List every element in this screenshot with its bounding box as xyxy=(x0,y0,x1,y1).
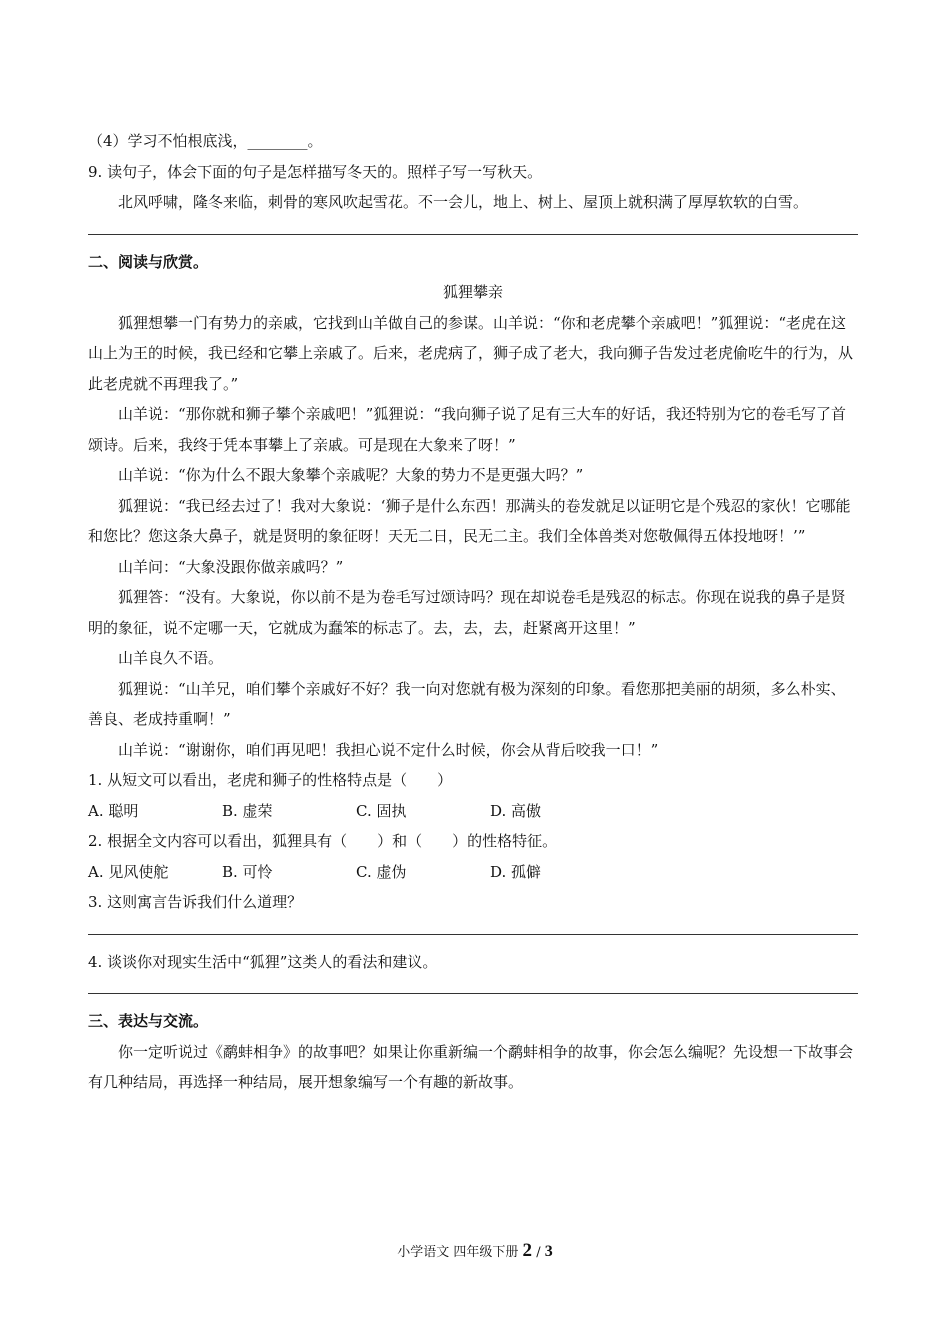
footer-label: 小学语文 四年级下册 xyxy=(397,1245,519,1260)
page-footer xyxy=(0,1240,950,1262)
option-a[interactable]: A. 见风使舵 xyxy=(88,862,169,881)
reading-question-4: 4. 谈谈你对现实生活中“狐狸”这类人的看法和建议。 xyxy=(88,952,438,971)
answer-line[interactable] xyxy=(88,934,858,935)
story-paragraph: 山羊说：“那你就和狮子攀个亲戚吧！”狐狸说：“我向狮子说了足有三大车的好话，我还特别为它的卷毛写了首颂诗。后来，我终于凭本事攀上了亲戚。可是现在大象来了呀！” xyxy=(88,405,847,454)
question-4-fill: （4）学习不怕根底浅，________。 xyxy=(88,132,323,150)
story-paragraph: 狐狸说：“我已经去过了！我对大象说：‘狮子是什么东西！那满头的卷发就足以证明它是个残忍的家伙！它哪能和您比？您这条大鼻子，就是贤明的象征呀！天无二日，民无二主。我们全体兽类对您敬佩得五体投地呀！’” xyxy=(88,496,851,545)
story-title: 狐狸攀亲 xyxy=(442,283,503,301)
story-paragraph: 狐狸想攀一门有势力的亲戚，它找到山羊做自己的参谋。山羊说：“你和老虎攀个亲戚吧！”狐狸说：“老虎在这山上为王的时候，我已经和它攀上亲戚了。后来，老虎病了，狮子成了老大，我向狮子告发过老虎偷吃牛的行为，从此老虎就不再理我了。” xyxy=(88,313,854,393)
page-separator: / xyxy=(536,1245,541,1260)
story-paragraph: 狐狸说：“山羊兄，咱们攀个亲戚好不好？我一向对您就有极为深刻的印象。看您那把美丽的胡须，多么朴实、善良、老成持重啊！” xyxy=(88,679,846,728)
option-a[interactable]: A. 聪明 xyxy=(88,801,139,820)
worksheet-page xyxy=(88,126,858,1098)
option-b[interactable]: B. 虚荣 xyxy=(222,801,273,820)
question-2-options xyxy=(88,857,858,888)
page-number: 2 xyxy=(522,1240,533,1261)
page-total: 3 xyxy=(544,1243,553,1260)
option-c[interactable]: C. 虚伪 xyxy=(356,862,407,881)
example-sentence: 北风呼啸，隆冬来临，刺骨的寒风吹起雪花。不一会儿，地上、树上、屋顶上就积满了厚厚软软的白雪。 xyxy=(118,193,809,211)
question-9: 9. 读句子，体会下面的句子是怎样描写冬天的。照样子写一写秋天。 xyxy=(88,162,543,181)
writing-prompt: 你一定听说过《鹬蚌相争》的故事吧？如果让你重新编一个鹬蚌相争的故事，你会怎么编呢？先设想一下故事会有几种结局，再选择一种结局，展开想象编写一个有趣的新故事。 xyxy=(88,1042,854,1091)
story-paragraph: 山羊良久不语。 xyxy=(118,649,224,667)
option-b[interactable]: B. 可怜 xyxy=(222,862,273,881)
answer-line[interactable] xyxy=(88,993,858,994)
reading-question-1: 1. 从短文可以看出，老虎和狮子的性格特点是（ ） xyxy=(88,771,453,789)
story-paragraph: 山羊说：“谢谢你，咱们再见吧！我担心说不定什么时候，你会从背后咬我一口！” xyxy=(118,740,659,759)
option-d[interactable]: D. 孤僻 xyxy=(490,862,542,881)
story-paragraph: 山羊说：“你为什么不跟大象攀个亲戚呢？大象的势力不是更强大吗？” xyxy=(118,466,584,484)
option-c[interactable]: C. 固执 xyxy=(356,801,407,820)
story-paragraph: 山羊问：“大象没跟你做亲戚吗？” xyxy=(118,557,344,576)
section-heading-reading: 二、阅读与欣赏。 xyxy=(88,252,209,271)
option-d[interactable]: D. 高傲 xyxy=(490,801,542,820)
story-paragraph: 狐狸答：“没有。大象说，你以前不是为卷毛写过颂诗吗？现在却说卷毛是残忍的标志。你现在说我的鼻子是贤明的象征，说不定哪一天，它就成为蠢笨的标志了。去，去，去，赶紧离开这里！” xyxy=(88,588,846,637)
reading-question-3: 3. 这则寓言告诉我们什么道理？ xyxy=(88,893,303,911)
answer-line[interactable] xyxy=(88,234,858,235)
section-heading-expression: 三、表达与交流。 xyxy=(88,1012,209,1030)
question-1-options xyxy=(88,796,858,827)
reading-question-2: 2. 根据全文内容可以看出，狐狸具有（ ）和（ ）的性格特征。 xyxy=(88,832,558,850)
